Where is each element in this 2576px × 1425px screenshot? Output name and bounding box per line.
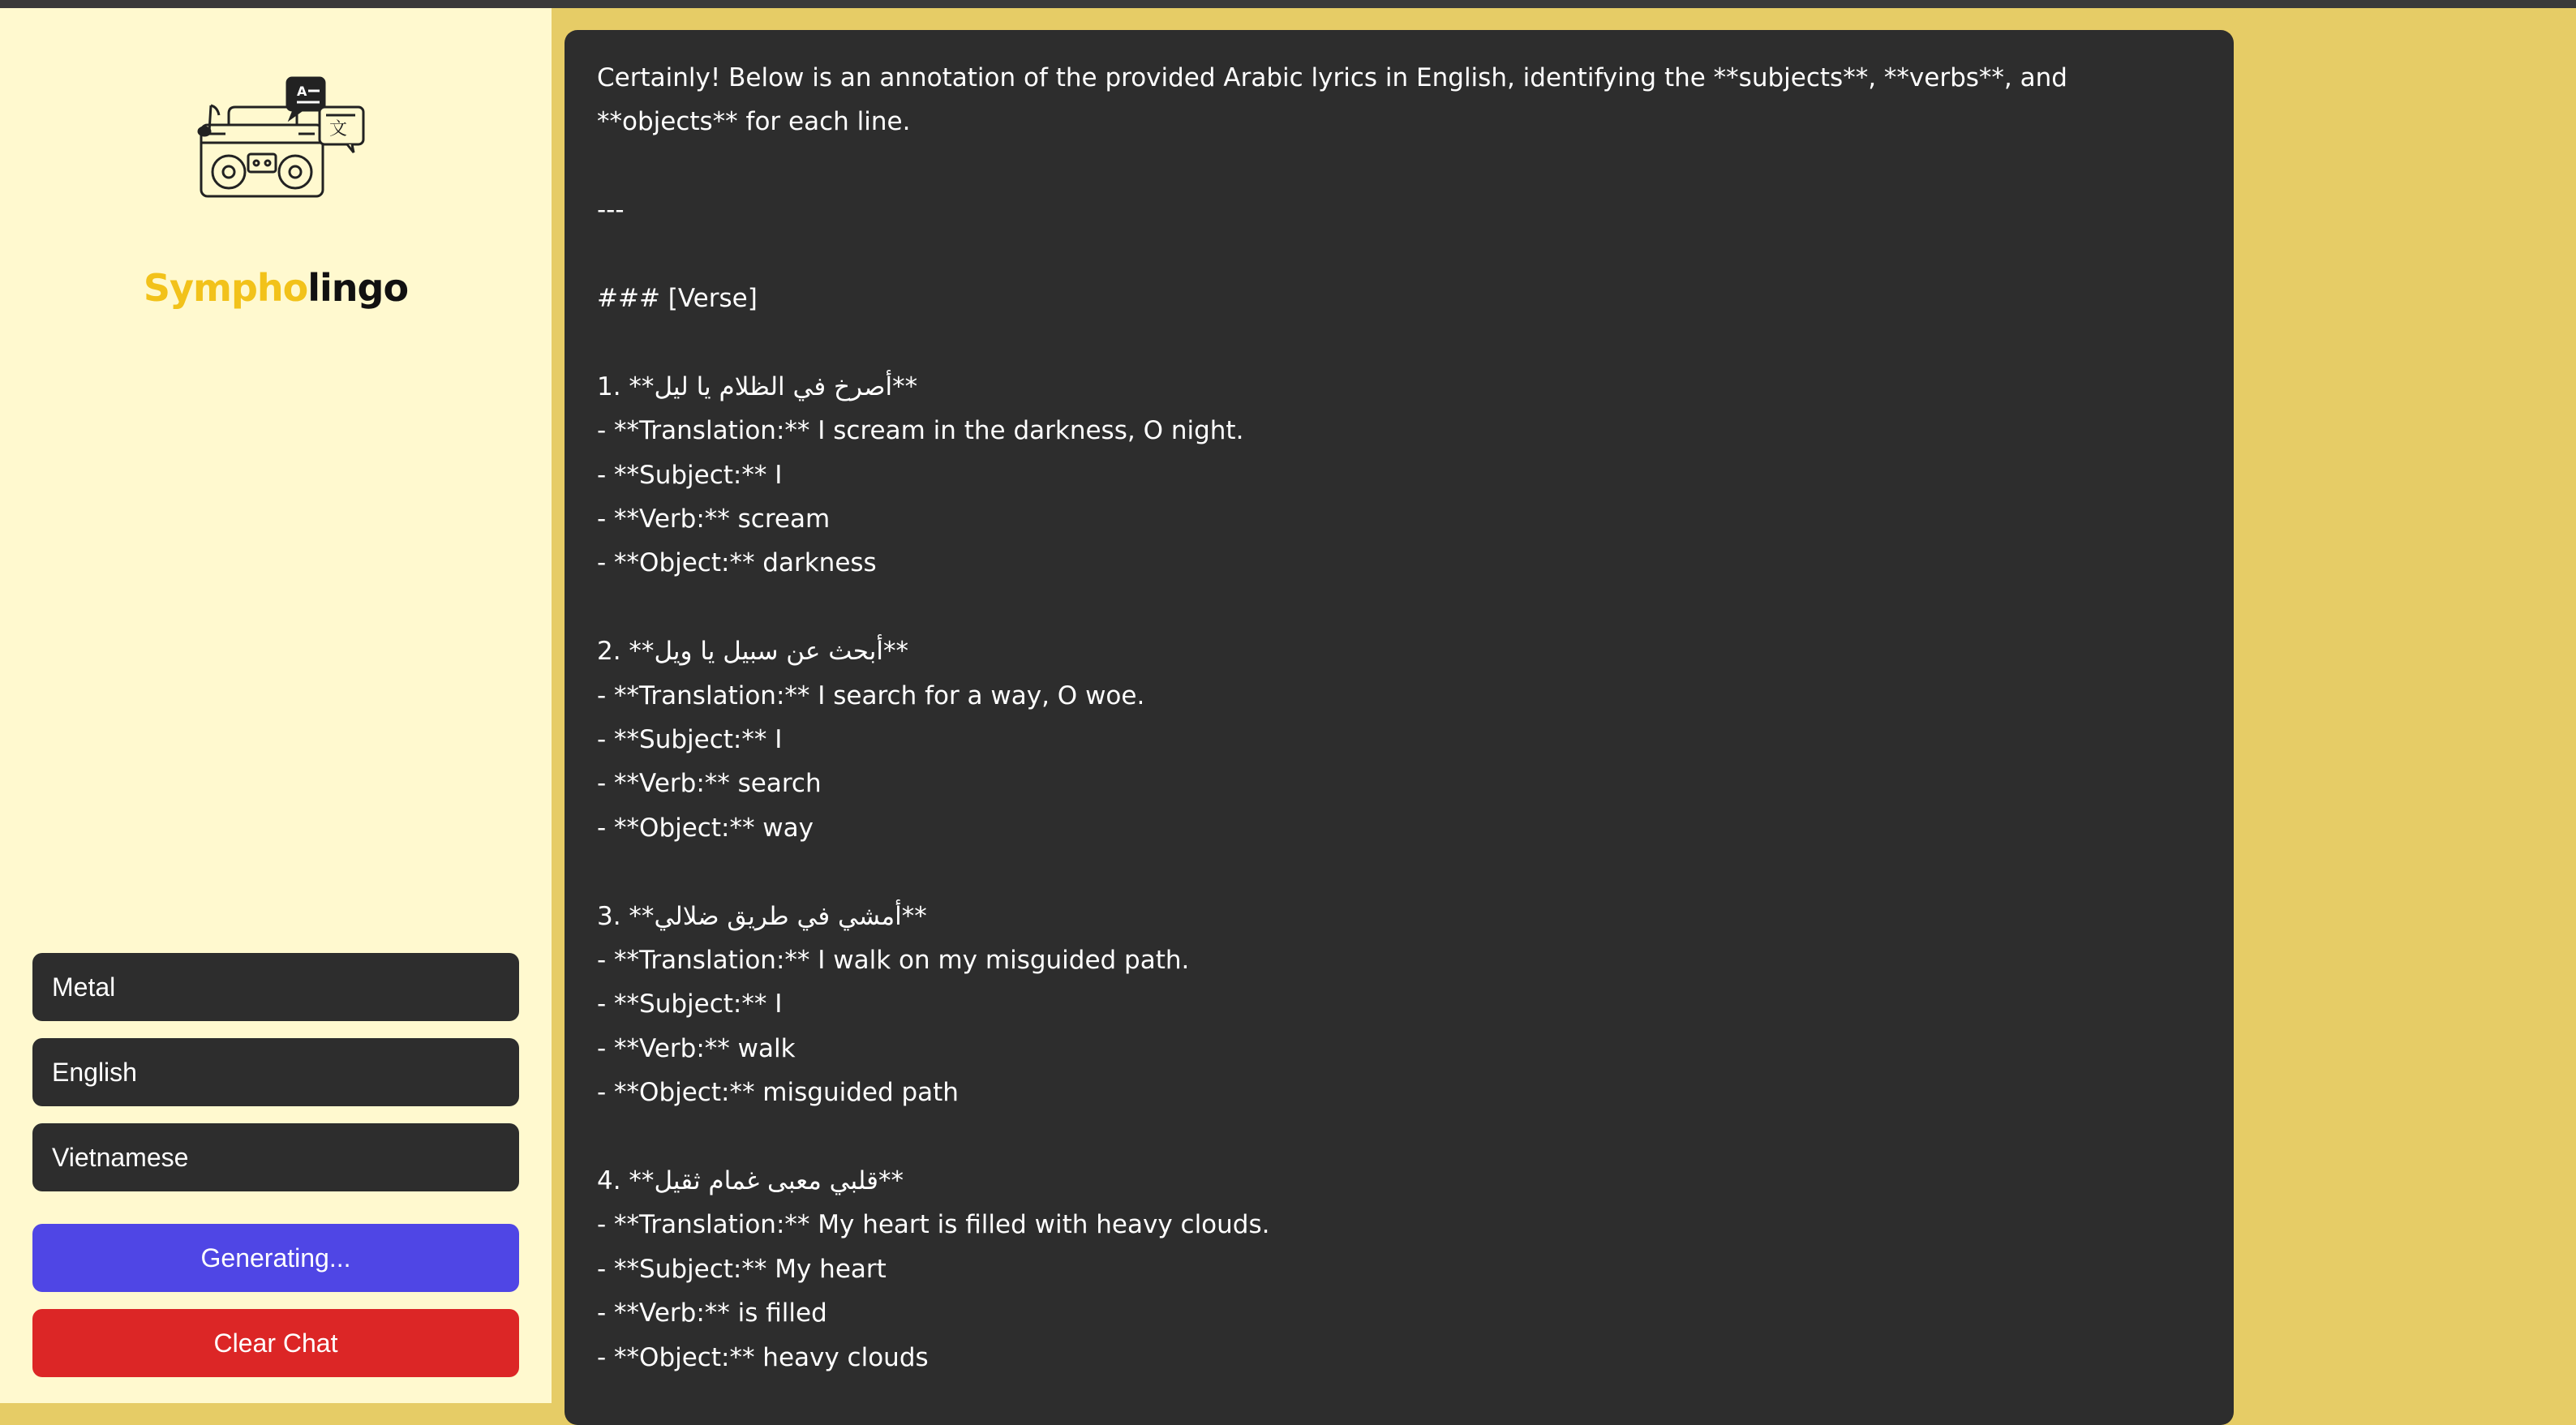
response-line (597, 320, 2201, 364)
response-line: 3. **‫أمشي في طريق ضلالي‬** (597, 901, 927, 931)
source-language-select[interactable]: English (32, 1038, 519, 1106)
response-line: - **Subject:** I (597, 460, 783, 490)
svg-text:文: 文 (329, 119, 348, 139)
response-line (597, 850, 2201, 894)
chat-response-panel (565, 30, 2234, 1425)
generate-button[interactable]: Generating... (32, 1224, 519, 1292)
response-line: - **Object:** heavy clouds (597, 1342, 929, 1372)
response-line: - **Translation:** My heart is filled with heavy clouds. (597, 1210, 1270, 1240)
genre-select[interactable]: Metal (32, 953, 519, 1021)
response-line: - **Subject:** I (597, 725, 783, 755)
clear-chat-button[interactable]: Clear Chat (32, 1309, 519, 1377)
target-language-select[interactable]: Vietnamese (32, 1123, 519, 1191)
response-line: - **Translation:** I walk on my misguided path. (597, 946, 1190, 976)
response-line: - **Translation:** I search for a way, O woe. (597, 680, 1145, 710)
sidebar (0, 8, 552, 1403)
response-line: - **Object:** darkness (597, 548, 877, 578)
response-line (597, 586, 2201, 629)
response-line: 2. **‫أبحث عن سبيل يا ويل‬** (597, 637, 908, 667)
svg-text:A: A (297, 84, 307, 99)
response-line: - **Translation:** I scream in the darkness, O night. (597, 416, 1244, 446)
response-line: Certainly! Below is an annotation of the provided Arabic lyrics in English, identifying the **subjects**, **verbs**, and **objects** for each line. (597, 63, 2076, 137)
response-line: - **Verb:** is filled (597, 1298, 827, 1328)
response-line (597, 144, 2201, 188)
brand-part-sympho: Sympho (143, 266, 308, 310)
response-line: - **Verb:** scream (597, 504, 831, 534)
response-line: - **Verb:** search (597, 769, 822, 799)
response-line: - **Verb:** walk (597, 1033, 796, 1063)
response-line: - **Object:** way (597, 813, 814, 843)
boombox-translate-icon (193, 76, 367, 201)
response-line: - **Subject:** My heart (597, 1254, 887, 1284)
response-line (597, 233, 2201, 277)
window-top-bar (0, 0, 2576, 8)
response-line: 1. **‫أصرخ في الظلام يا ليل‬** (597, 371, 918, 401)
response-line: - **Subject:** I (597, 989, 783, 1019)
response-line (597, 1115, 2201, 1159)
brand-part-lingo: lingo (307, 266, 409, 310)
response-line: --- (597, 195, 625, 225)
response-line: 4. **‫قلبي معبى غمام ثقيل‬** (597, 1166, 904, 1196)
app-brand (0, 266, 552, 310)
response-line: - **Object:** misguided path (597, 1078, 959, 1108)
response-line: ### [Verse] (597, 284, 758, 313)
